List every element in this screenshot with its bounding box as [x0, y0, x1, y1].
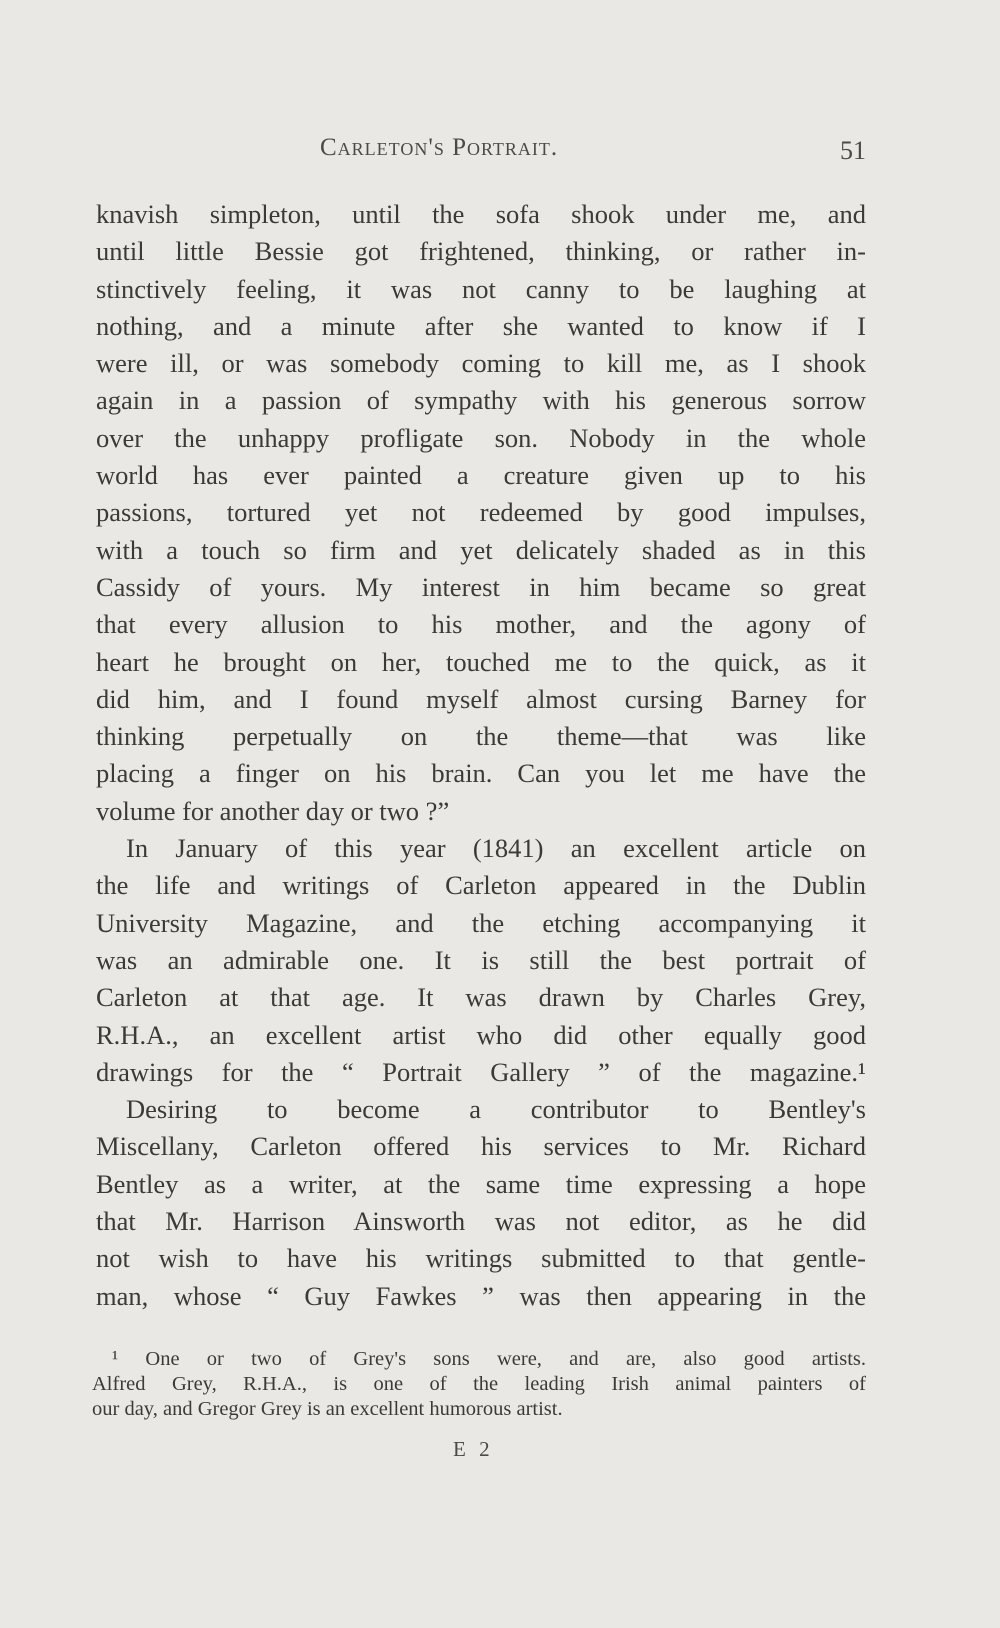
text-line: with a touch so firm and yet delicately shaded as in this [96, 534, 866, 565]
text-line: not wish to have his writings submitted to that gentle- [96, 1243, 866, 1274]
text-line: again in a passion of sympathy with his generous sorrow [96, 385, 866, 416]
text-line: that Mr. Harrison Ainsworth was not editor, as he did [96, 1206, 866, 1237]
text-line: R.H.A., an excellent artist who did other equally good [96, 1019, 866, 1050]
text-line: Miscellany, Carleton offered his services to Mr. Richard [96, 1131, 866, 1162]
footnotes [92, 1347, 866, 1422]
text-line: that every allusion to his mother, and the agony of [96, 609, 866, 640]
text-line: placing a finger on his brain. Can you let me have the [96, 758, 866, 789]
text-line: volume for another day or two ?” [96, 795, 450, 826]
footnote-line: Alfred Grey, R.H.A., is one of the leading Irish animal painters of [92, 1373, 866, 1395]
running-head: Carleton's Portrait. [320, 134, 559, 161]
text-line: heart he brought on her, touched me to the quick, as it [96, 646, 866, 677]
text-line: Carleton at that age. It was drawn by Charles Grey, [96, 982, 866, 1013]
text-line: Desiring to become a contributor to Bentley's [126, 1094, 866, 1125]
text-line: knavish simpleton, until the sofa shook under me, and [96, 199, 866, 229]
text-line: nothing, and a minute after she wanted to know if I [96, 310, 866, 341]
text-line: was an admirable one. It is still the best portrait of [96, 944, 866, 975]
text-line: world has ever painted a creature given up to his [96, 460, 866, 491]
footnote-line: our day, and Gregor Grey is an excellent humorous artist. [92, 1398, 563, 1420]
text-line: the life and writings of Carleton appeared in the Dublin [96, 870, 866, 901]
text-line: University Magazine, and the etching accompanying it [96, 907, 866, 938]
text-line: over the unhappy profligate son. Nobody in the whole [96, 422, 866, 453]
footnote-line: ¹ One or two of Grey's sons were, and are, also good artists. [112, 1348, 866, 1370]
body-text [96, 196, 866, 1315]
text-line: thinking perpetually on the theme—that was like [96, 721, 866, 752]
page-header [96, 134, 866, 174]
text-line: did him, and I found myself almost cursing Barney for [96, 683, 866, 714]
text-line: were ill, or was somebody coming to kill me, as I shook [96, 348, 866, 379]
text-line: man, whose “ Guy Fawkes ” was then appearing in the [96, 1280, 866, 1311]
text-line: passions, tortured yet not redeemed by good impulses, [96, 497, 866, 528]
text-line: Cassidy of yours. My interest in him became so great [96, 571, 866, 602]
signature-mark: E 2 [453, 1437, 494, 1461]
page-number: 51 [840, 136, 866, 165]
text-line: until little Bessie got frightened, thinking, or rather in- [96, 236, 866, 267]
text-line: Bentley as a writer, at the same time expressing a hope [96, 1168, 866, 1199]
text-line: In January of this year (1841) an excellent article on [126, 833, 866, 864]
text-line: stinctively feeling, it was not canny to be laughing at [96, 273, 866, 304]
text-line: drawings for the “ Portrait Gallery ” of the magazine.¹ [96, 1056, 866, 1087]
